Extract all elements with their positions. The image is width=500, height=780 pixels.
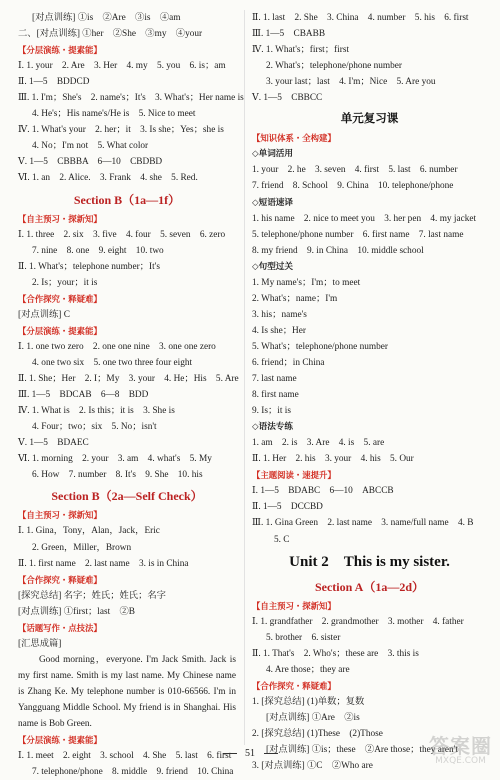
answer-line: Ⅳ. 1. What's your 2. her；it 3. Is she；Yes；she is xyxy=(18,125,224,136)
answer-line: Ⅱ. 1—5 BDDCD xyxy=(18,77,90,88)
section-heading: Section A（1a—2d） xyxy=(314,579,424,594)
section-tag: 【合作探究・释疑难】 xyxy=(18,293,102,304)
answer-line: Ⅲ. 1—5 BDCAB 6—8 BDD xyxy=(18,390,149,401)
section-tag: 【分层演练・提素能】 xyxy=(18,735,102,746)
right-column xyxy=(252,10,487,774)
answer-line: Ⅲ. 1. Gina Green 2. last name 3. name/full name 4. B xyxy=(252,518,474,529)
answer-line: Ⅱ. 1. She；Her 2. I；My 3. your 4. He；His 5. Are xyxy=(18,374,239,385)
watermark-logo xyxy=(429,730,492,766)
answer-line: Ⅰ. 1—5 BDABC 6—10 ABCCB xyxy=(252,486,394,497)
section-tag: 【合作探究・释疑难】 xyxy=(18,574,102,585)
answer-line: 1. his name 2. nice to meet you 3. her pen 4. my jacket xyxy=(252,213,477,224)
answer-line: 8. first name xyxy=(252,390,299,401)
answer-line: [对点训练] ①Are ②is xyxy=(266,712,360,723)
answer-line: 1. [探究总结] (1)单数；复数 xyxy=(252,696,365,707)
page-footer xyxy=(0,748,500,759)
section-tag: 【自主预习・探新知】 xyxy=(252,600,336,611)
answer-line: 8. my friend 9. in China 10. middle school xyxy=(252,245,424,256)
answer-line: 4. one two six 5. one two three four eight xyxy=(32,357,193,368)
section-tag: 【自主预习・探新知】 xyxy=(18,213,102,224)
answer-line: 4. No；I'm not 5. What color xyxy=(32,141,149,152)
answer-line: 2. Green，Miller，Brown xyxy=(32,542,132,553)
answer-line: 5. What's；telephone/phone number xyxy=(252,341,389,352)
answer-line: 6. How 7. number 8. It's 9. She 10. his xyxy=(32,470,203,481)
answer-line: Ⅰ. 1. your 2. Are 3. Her 4. my 5. you 6. is；am xyxy=(18,61,226,72)
answer-line: 2. What's；telephone/phone number xyxy=(266,61,403,72)
section-heading: Section B（2a—Self Check） xyxy=(51,489,203,504)
answer-line: 5. C xyxy=(274,534,290,545)
answer-line: 二、[对点训练] ①her ②She ③my ④your xyxy=(18,29,203,40)
watermark-text: 答案圈 xyxy=(429,734,492,758)
answer-line: 7. last name xyxy=(252,374,297,385)
answer-line: Ⅵ. 1. morning 2. your 3. am 4. what's 5. My xyxy=(18,454,212,465)
left-column xyxy=(18,10,244,780)
page-number: 51 xyxy=(245,748,255,759)
answer-line: 1. My name's；I'm；to meet xyxy=(252,277,361,288)
answer-line: Ⅱ. 1. Her 2. his 3. your 4. his 5. Our xyxy=(252,454,414,465)
section-tag: 【主题阅读・速提升】 xyxy=(252,470,336,481)
answer-line: 2. Is；your；it is xyxy=(32,277,98,288)
review-heading: 单元复习课 xyxy=(340,111,399,126)
section-heading: Section B（1a—1f） xyxy=(73,192,181,207)
section-tag: 【分层演练・提素能】 xyxy=(18,325,102,336)
answer-line: [对点训练] ①is；these ②Are those；they aren't xyxy=(266,745,458,756)
section-tag: 【合作探究・释疑难】 xyxy=(252,680,336,691)
answer-line: 4. He's；His name's/He is 5. Nice to meet xyxy=(32,109,196,120)
subsection-label: ◇单词活用 xyxy=(252,149,293,160)
answer-line: 1. am 2. is 3. Are 4. is 5. are xyxy=(252,438,385,449)
answer-line: Ⅰ. 1. meet 2. eight 3. school 4. She 5. last 6. first xyxy=(18,751,232,762)
composition-paragraph: Good morning，everyone. I'm Jack Smith. Jack is my first name. Smith is my last name. My Chinese name is Zhang Ke. My telephone number is 010-66566. I'm in Yangguang Middle School. My friend is in Shanghai. His name is Bob Green. xyxy=(18,654,236,730)
answer-line: Ⅴ. 1—5 BDAEC xyxy=(18,438,89,449)
watermark-url: MXQE.COM xyxy=(435,756,486,766)
answer-line: 3. [对点训练] ①C ②Who are xyxy=(252,761,373,772)
answer-line: Ⅴ. 1—5 CBBCC xyxy=(252,93,323,104)
answer-line: Ⅲ. 1—5 CBABB xyxy=(252,29,326,40)
answer-line: 4. Are those；they are xyxy=(266,664,350,675)
answer-line: Ⅴ. 1—5 CBBBA 6—10 CBDBD xyxy=(18,157,163,168)
section-tag: 【话题写作・点技法】 xyxy=(18,622,102,633)
answer-line: 5. telephone/phone number 6. first name 7. last name xyxy=(252,229,464,240)
answer-line: [对点训练] C xyxy=(18,309,70,320)
answer-line: 7. nine 8. one 9. eight 10. two xyxy=(32,245,164,256)
answer-line: [对点训练] ①first；last ②B xyxy=(18,606,135,617)
answer-line: 5. brother 6. sister xyxy=(266,632,341,643)
answer-line: 2. What's；name；I'm xyxy=(252,293,338,304)
subsection-label: ◇句型过关 xyxy=(252,261,293,272)
answer-line: Ⅳ. 1. What's；first；first xyxy=(252,45,350,56)
answer-line: 1. your 2. he 3. seven 4. first 5. last 6. number xyxy=(252,165,458,176)
answer-line: Ⅱ. 1. first name 2. last name 3. is in China xyxy=(18,558,189,569)
section-tag: 【分层演练・提素能】 xyxy=(18,45,102,56)
answer-line: 4. Is she；Her xyxy=(252,325,306,336)
answer-line: 3. your last；last 4. I'm；Nice 5. Are you xyxy=(266,77,436,88)
answer-line: 6. friend；in China xyxy=(252,357,325,368)
answer-line: 9. Is；it is xyxy=(252,406,291,417)
answer-line: 4. Four；two；six 5. No；isn't xyxy=(32,422,157,433)
answer-line: Ⅱ. 1—5 DCCBD xyxy=(252,502,323,513)
footer-dash-right xyxy=(264,753,278,754)
answer-line: Ⅳ. 1. What is 2. Is this；it is 3. She is xyxy=(18,406,175,417)
answer-line: 3. his；name's xyxy=(252,309,307,320)
answer-line: [对点训练] ①is ②Are ③is ④am xyxy=(32,13,181,23)
answer-line: Ⅰ. 1. grandfather 2. grandmother 3. mother 4. father xyxy=(252,616,464,627)
answer-line: Ⅱ. 1. last 2. She 3. China 4. number 5. his 6. first xyxy=(252,13,469,23)
section-tag: 【自主预习・探新知】 xyxy=(18,510,102,521)
section-tag: 【知识体系・全构建】 xyxy=(252,133,336,144)
subsection-label: ◇语法专练 xyxy=(252,422,293,433)
subsection-label: ◇短语速译 xyxy=(252,197,293,208)
unit-title: Unit 2 This is my sister. xyxy=(289,553,450,570)
answer-line: Ⅰ. 1. three 2. six 3. five 4. four 5. seven 6. zero xyxy=(18,229,226,240)
answer-line: Ⅱ. 1. That's 2. Who's；these are 3. this is xyxy=(252,648,419,659)
answer-line: Ⅲ. 1. I'm；She's 2. name's；It's 3. What's；Her name is xyxy=(18,93,244,104)
column-divider xyxy=(244,10,245,745)
footer-dash-left xyxy=(223,753,237,754)
answer-line: Ⅰ. 1. Gina，Tony，Alan，Jack，Eric xyxy=(18,526,160,537)
answer-line: Ⅵ. 1. an 2. Alice. 3. Frank 4. she 5. Red. xyxy=(18,173,198,184)
answer-line: Ⅰ. 1. one two zero 2. one one nine 3. one one zero xyxy=(18,341,216,352)
answer-line: 7. telephone/phone 8. middle 9. friend 10. China xyxy=(32,767,234,778)
answer-line: Ⅱ. 1. What's；telephone number；It's xyxy=(18,261,160,272)
answer-line: 2. [探究总结] (1)These (2)Those xyxy=(252,729,383,740)
answer-line: [汇思成篇] xyxy=(18,638,62,649)
answer-line: 7. friend 8. School 9. China 10. telephone/phone xyxy=(252,181,454,192)
answer-line: [探究总结] 名字；姓氏；姓氏；名字 xyxy=(18,590,166,601)
